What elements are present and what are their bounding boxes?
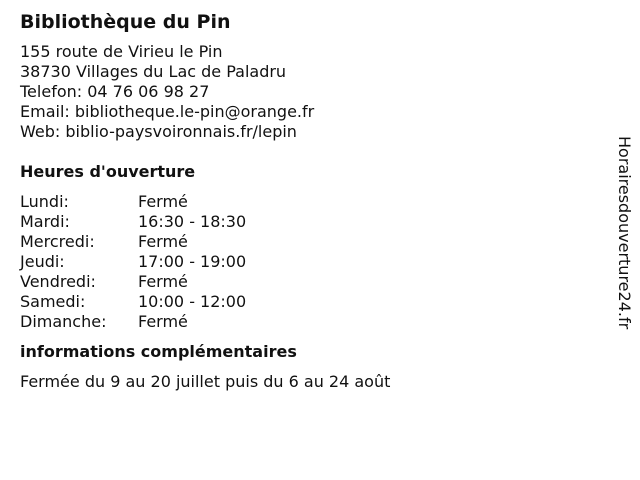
day-hours: Fermé (138, 312, 188, 331)
day-hours: Fermé (138, 192, 188, 211)
hours-row-friday (20, 272, 590, 292)
library-name: Bibliothèque du Pin (20, 11, 231, 33)
day-hours: Fermé (138, 232, 188, 251)
day-hours: 16:30 - 18:30 (138, 212, 247, 231)
hours-table (20, 192, 590, 332)
brand-watermark: Horairesdouverture24.fr (615, 136, 634, 330)
address-line-2: 38730 Villages du Lac de Paladru (20, 62, 287, 81)
day-hours: 10:00 - 12:00 (138, 292, 247, 311)
day-label: Dimanche: (20, 312, 107, 331)
day-label: Vendredi: (20, 272, 96, 291)
email-line: Email: bibliotheque.le-pin@orange.fr (20, 102, 315, 121)
address-line-1: 155 route de Virieu le Pin (20, 42, 223, 61)
day-label: Lundi: (20, 192, 69, 211)
hours-row-wednesday (20, 232, 590, 252)
hours-row-thursday (20, 252, 590, 272)
hours-heading: Heures d'ouverture (20, 162, 196, 181)
day-label: Mercredi: (20, 232, 95, 251)
hours-row-saturday (20, 292, 590, 312)
library-card (20, 10, 590, 392)
day-hours: Fermé (138, 272, 188, 291)
info-heading: informations complémentaires (20, 342, 297, 361)
phone-line: Telefon: 04 76 06 98 27 (20, 82, 210, 101)
day-hours: 17:00 - 19:00 (138, 252, 247, 271)
web-line: Web: biblio-paysvoironnais.fr/lepin (20, 122, 297, 141)
day-label: Mardi: (20, 212, 70, 231)
day-label: Samedi: (20, 292, 86, 311)
hours-row-tuesday (20, 212, 590, 232)
hours-row-sunday (20, 312, 590, 332)
day-label: Jeudi: (20, 252, 65, 271)
hours-row-monday (20, 192, 590, 212)
info-text: Fermée du 9 au 20 juillet puis du 6 au 24 août (20, 372, 391, 391)
